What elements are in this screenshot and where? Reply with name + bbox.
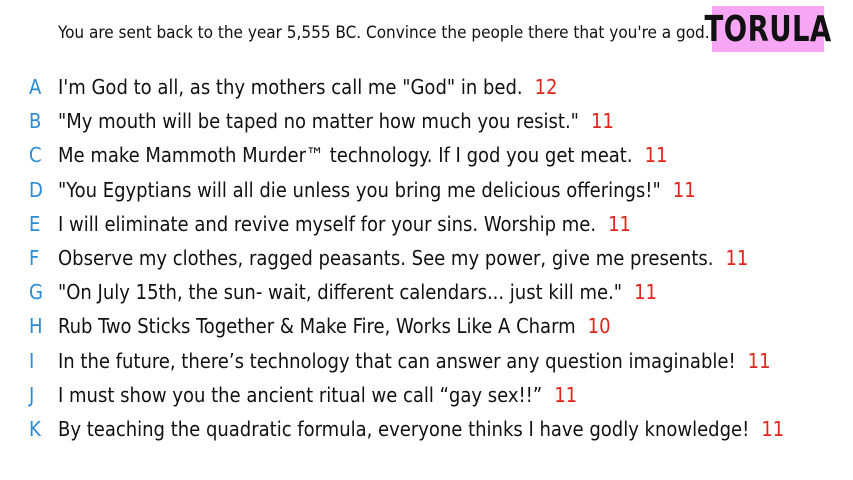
prompt-text: You are sent back to the year 5,555 BC. Convince the people there that you're a god. — [58, 23, 710, 43]
answer-text: "My mouth will be taped no matter how much you resist." — [58, 109, 579, 134]
answer-text: Observe my clothes, ragged peasants. See my power, give me presents. — [58, 246, 714, 271]
answer-letter: C — [29, 143, 42, 168]
answer-letter: K — [29, 416, 41, 441]
answer-score: 12 — [534, 75, 558, 100]
answer-score: 11 — [761, 416, 785, 441]
answer-letter: J — [29, 382, 35, 407]
answer-text: In the future, there’s technology that can answer any question imaginable! — [58, 348, 736, 373]
player-name-badge: TORULA — [712, 6, 824, 52]
answer-score: 11 — [590, 109, 614, 134]
answer-score: 11 — [634, 280, 657, 305]
answer-score: 11 — [747, 348, 771, 373]
answer-text: I must show you the ancient ritual we call “gay sex!!” — [58, 382, 543, 407]
answer-letter: I — [29, 348, 35, 373]
answer-score: 11 — [725, 246, 749, 271]
answer-text: "You Egyptians will all die unless you bring me delicious offerings!" — [58, 177, 661, 202]
answer-text: Rub Two Sticks Together & Make Fire, Works Like A Charm — [58, 314, 576, 339]
answer-text: Me make Mammoth Murder™ technology. If I god you get meat. — [58, 143, 633, 168]
answer-letter: A — [29, 75, 42, 100]
answer-text: By teaching the quadratic formula, everyone thinks I have godly knowledge! — [58, 416, 750, 441]
answer-letter: H — [29, 314, 43, 339]
answer-text: I'm God to all, as thy mothers call me "God" in bed. — [58, 75, 523, 100]
answer-text: "On July 15th, the sun- wait, different calendars... just kill me." — [58, 280, 623, 305]
answer-score: 10 — [587, 314, 611, 339]
answer-letter: F — [29, 246, 40, 271]
answer-text: I will eliminate and revive myself for your sins. Worship me. — [58, 211, 597, 236]
answer-score: 11 — [608, 211, 631, 236]
answer-score: 11 — [672, 177, 696, 202]
answer-letter: E — [29, 211, 41, 236]
answer-letter: D — [29, 177, 43, 202]
answer-score: 11 — [644, 143, 668, 168]
answer-letter: G — [29, 280, 43, 305]
answer-letter: B — [29, 109, 42, 134]
answer-score: 11 — [554, 382, 578, 407]
